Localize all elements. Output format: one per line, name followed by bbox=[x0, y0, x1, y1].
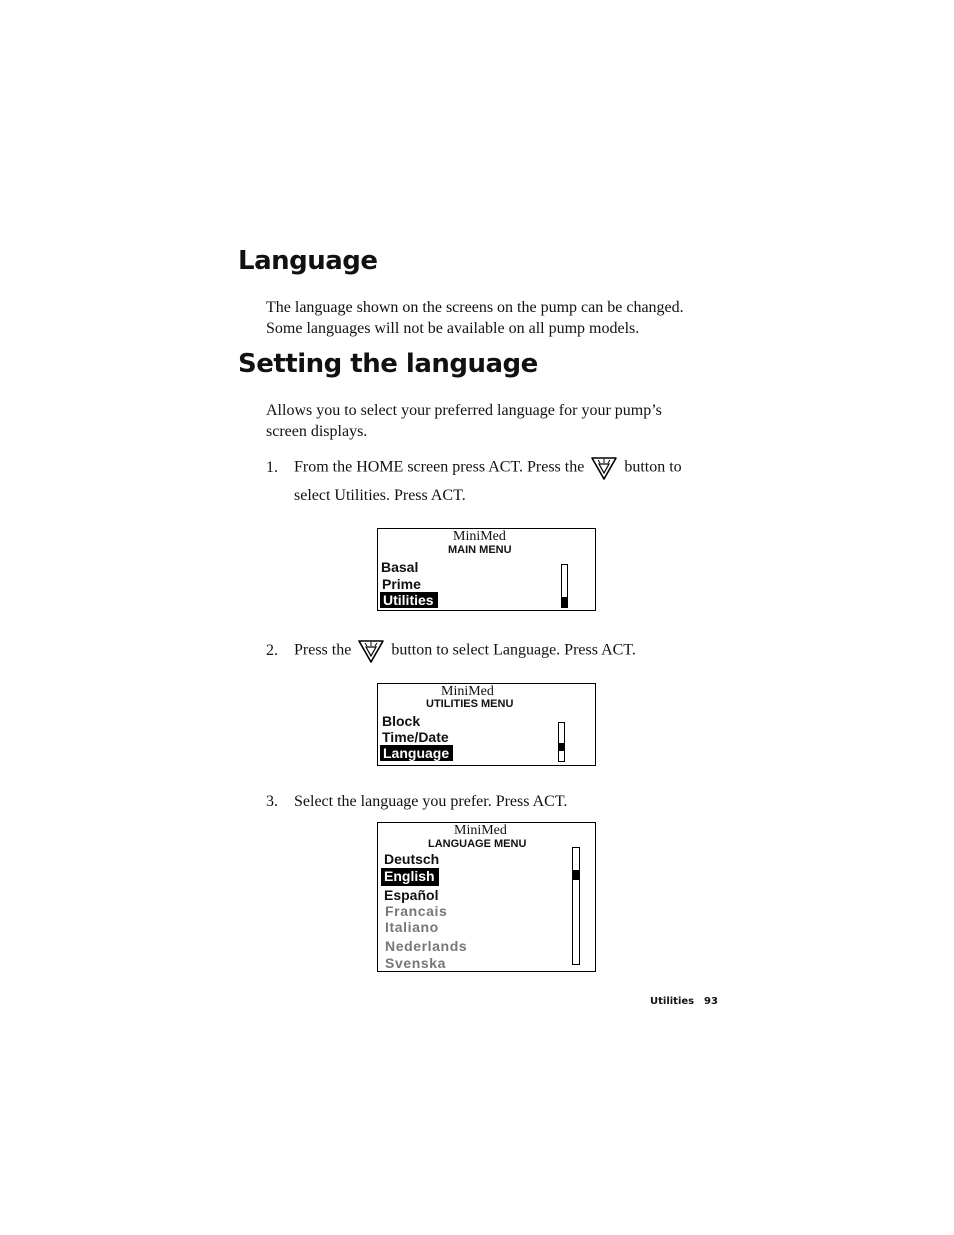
footer-section-name: Utilities bbox=[650, 996, 695, 1007]
step-1-text-after: button to bbox=[624, 458, 682, 476]
menu-item-language-selected: Language bbox=[380, 745, 453, 761]
screen-title: MAIN MENU bbox=[448, 544, 512, 556]
language-item-italiano: Italiano bbox=[385, 919, 439, 935]
menu-item-basal: Basal bbox=[381, 559, 419, 575]
menu-item-utilities-selected: Utilities bbox=[380, 592, 438, 608]
pump-screen-utilities-menu bbox=[377, 683, 596, 766]
down-arrow-button-icon bbox=[357, 638, 385, 664]
step-3-number: 3. bbox=[266, 793, 278, 810]
language-item-english-selected: English bbox=[381, 868, 439, 886]
pump-screen-language-menu bbox=[377, 822, 596, 972]
scroll-thumb bbox=[573, 870, 579, 880]
footer-page-number: 93 bbox=[704, 996, 718, 1007]
down-arrow-button-icon bbox=[590, 455, 618, 481]
language-item-francais: Francais bbox=[385, 903, 448, 919]
intro-line-2: Some languages will not be available on all pump models. bbox=[266, 320, 640, 337]
scrollbar bbox=[561, 564, 568, 608]
screen-title: LANGUAGE MENU bbox=[428, 838, 527, 850]
setting-paragraph bbox=[266, 400, 662, 442]
language-item-espanol: Español bbox=[384, 887, 439, 903]
intro-line-1: The language shown on the screens on the pump can be changed. bbox=[266, 299, 684, 316]
scroll-thumb bbox=[559, 743, 564, 751]
screen-brand: MiniMed bbox=[454, 823, 507, 838]
menu-item-time-date: Time/Date bbox=[382, 729, 449, 745]
language-item-deutsch: Deutsch bbox=[384, 851, 440, 867]
step-1-line-2: select Utilities. Press ACT. bbox=[294, 487, 466, 504]
setting-line-1: Allows you to select your preferred language for your pump’s bbox=[266, 402, 662, 419]
menu-item-block: Block bbox=[382, 713, 421, 729]
heading-language: Language bbox=[238, 246, 378, 276]
step-2-text-after: button to select Language. Press ACT. bbox=[391, 641, 636, 659]
screen-brand: MiniMed bbox=[453, 529, 506, 544]
step-3-text: Select the language you prefer. Press ACT. bbox=[294, 793, 568, 810]
language-item-nederlands: Nederlands bbox=[385, 938, 468, 954]
scroll-thumb bbox=[562, 597, 567, 607]
step-1-text-before: From the HOME screen press ACT. Press the bbox=[294, 458, 585, 476]
screen-brand: MiniMed bbox=[441, 684, 494, 699]
language-item-svenska: Svenska bbox=[385, 955, 447, 971]
scrollbar bbox=[558, 722, 565, 762]
pump-screen-main-menu bbox=[377, 528, 596, 611]
menu-item-prime: Prime bbox=[382, 576, 421, 592]
heading-setting-the-language: Setting the language bbox=[238, 349, 538, 379]
intro-paragraph bbox=[266, 297, 684, 339]
step-2-number: 2. bbox=[266, 642, 278, 659]
scrollbar bbox=[572, 847, 580, 965]
screen-title: UTILITIES MENU bbox=[426, 698, 514, 710]
step-2-text-before: Press the bbox=[294, 641, 352, 659]
setting-line-2: screen displays. bbox=[266, 423, 368, 440]
step-1-number: 1. bbox=[266, 459, 278, 476]
